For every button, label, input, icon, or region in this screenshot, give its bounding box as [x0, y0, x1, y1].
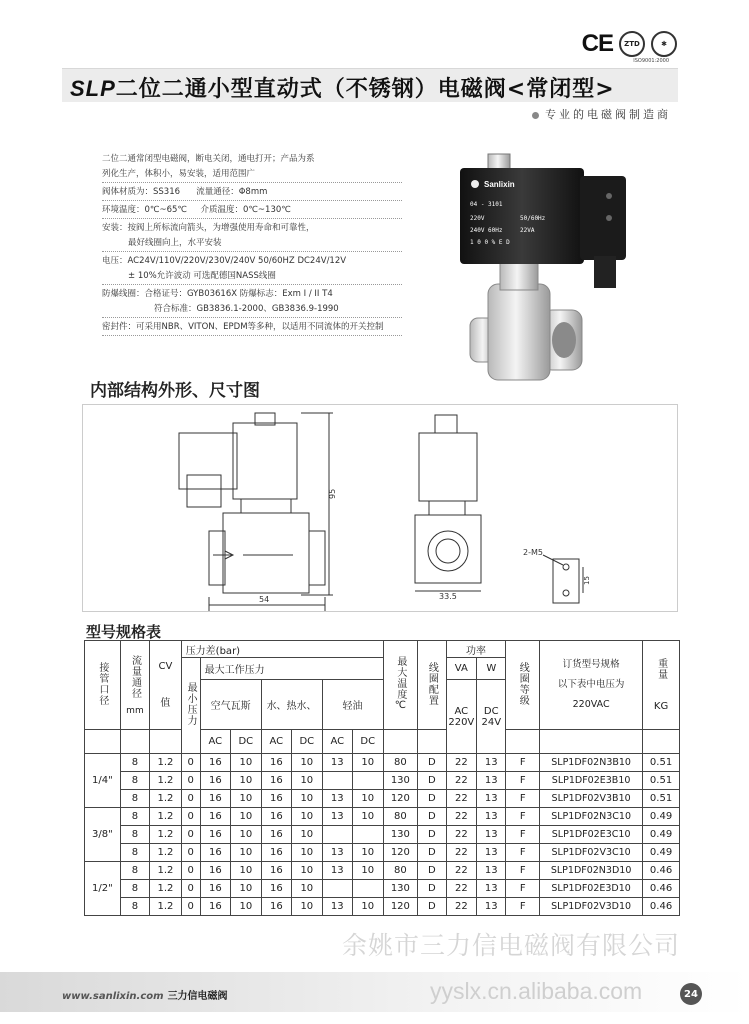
- th-blank-8: [643, 730, 680, 754]
- table-cell: F: [506, 880, 540, 898]
- table-cell: 16: [200, 844, 230, 862]
- table-cell: D: [418, 826, 446, 844]
- table-cell: 10: [231, 898, 261, 916]
- table-cell: 1.2: [150, 772, 182, 790]
- table-cell: SLP1DF02V3B10: [540, 790, 643, 808]
- bullet-icon: [532, 112, 539, 119]
- th-cv-text: CV: [158, 661, 173, 672]
- install-line-2: 最好线圈向上，水平安装: [102, 236, 402, 252]
- ambient-temp: 环境温度：0℃~65℃: [102, 205, 187, 215]
- table-cell: 0: [181, 898, 200, 916]
- voltage-line-1: 电压：AC24V/110V/220V/230V/240V 50/60HZ DC24V/12V: [102, 256, 347, 266]
- table-cell: 13: [477, 790, 506, 808]
- table-cell: 80: [383, 862, 418, 880]
- table-cell: 13: [322, 754, 352, 772]
- table-cell: 16: [200, 898, 230, 916]
- table-cell: 16: [200, 754, 230, 772]
- table-cell: 8: [120, 826, 149, 844]
- alibaba-watermark: yyslx.cn.alibaba.com: [430, 978, 643, 1004]
- th-order: [540, 641, 643, 730]
- table-cell: 13: [477, 880, 506, 898]
- spec-table-body: [85, 754, 680, 916]
- table-cell: SLP1DF02N3C10: [540, 808, 643, 826]
- table-row: [85, 772, 680, 790]
- title-prefix: SLP: [70, 76, 116, 101]
- th-temp: 最大温度℃: [383, 641, 418, 730]
- th-port: 接管口径: [85, 641, 121, 730]
- table-cell: 13: [322, 844, 352, 862]
- table-cell: 16: [200, 808, 230, 826]
- table-cell: 0.49: [643, 826, 680, 844]
- dim-15: 15: [583, 576, 591, 585]
- th-oil: 轻油: [322, 680, 383, 730]
- table-cell: 0.46: [643, 862, 680, 880]
- table-cell: 0.49: [643, 808, 680, 826]
- table-cell: 16: [261, 754, 291, 772]
- spec-table: [84, 640, 680, 916]
- table-cell: 13: [477, 772, 506, 790]
- table-cell: 16: [261, 826, 291, 844]
- table-row: [85, 898, 680, 916]
- th-max-work: 最大工作压力: [200, 658, 383, 680]
- table-cell: 10: [353, 862, 383, 880]
- table-row: [85, 880, 680, 898]
- footer-url-text: www.sanlixin.com: [62, 991, 164, 1002]
- coil-brand: Sanlixin: [484, 180, 515, 189]
- table-cell: 120: [383, 790, 418, 808]
- coil-line1a: 220V: [470, 215, 485, 222]
- coil-line2a: 240V 60Hz: [470, 227, 503, 234]
- table-cell: SLP1DF02N3D10: [540, 862, 643, 880]
- table-cell: 10: [231, 844, 261, 862]
- table-cell: [353, 826, 383, 844]
- spec-table-title: 型号规格表: [86, 623, 162, 641]
- iso-label: ISO9001:2000: [633, 58, 669, 64]
- table-cell: 16: [261, 880, 291, 898]
- table-cell: 0: [181, 880, 200, 898]
- table-cell: F: [506, 826, 540, 844]
- table-cell: 1.2: [150, 808, 182, 826]
- table-cell: 10: [353, 898, 383, 916]
- material-row: [102, 185, 402, 201]
- table-cell: 16: [200, 862, 230, 880]
- table-cell: 1.2: [150, 790, 182, 808]
- table-cell: 22: [446, 826, 476, 844]
- th-ac-water: AC: [261, 730, 291, 754]
- th-water: 水、热水、: [261, 680, 322, 730]
- intro-line-2: 列化生产，体积小，易安装，适用范围广: [102, 167, 402, 183]
- table-cell: 13: [477, 826, 506, 844]
- th-dc-water: DC: [292, 730, 322, 754]
- table-cell: [322, 772, 352, 790]
- th-blank-6: [506, 730, 540, 754]
- table-cell: 13: [477, 844, 506, 862]
- table-cell: 130: [383, 826, 418, 844]
- table-cell: 10: [292, 862, 322, 880]
- table-cell: 10: [292, 844, 322, 862]
- table-cell: 8: [120, 844, 149, 862]
- table-cell: D: [418, 808, 446, 826]
- port-size-cell: 3/8": [85, 808, 121, 862]
- table-cell: 8: [120, 808, 149, 826]
- th-blank-3: [150, 730, 182, 754]
- dimension-drawing-frame: [82, 404, 678, 612]
- table-cell: 16: [200, 880, 230, 898]
- table-row: [85, 790, 680, 808]
- table-row: [85, 754, 680, 772]
- table-cell: 0: [181, 862, 200, 880]
- table-cell: 22: [446, 898, 476, 916]
- coil-line3: 1 0 0 % E D: [470, 239, 510, 246]
- table-cell: D: [418, 754, 446, 772]
- table-row: [85, 844, 680, 862]
- table-cell: 13: [477, 808, 506, 826]
- table-cell: 10: [292, 790, 322, 808]
- th-mm: mm: [126, 705, 144, 716]
- dim-holes: 2-M5: [523, 548, 543, 557]
- th-blank-5: [418, 730, 446, 754]
- table-cell: 22: [446, 880, 476, 898]
- th-order-3: 220VAC: [572, 699, 610, 710]
- intro-line-1: 二位二通常闭型电磁阀，断电关闭，通电打开；产品为系: [102, 154, 315, 164]
- th-w: W: [477, 658, 506, 680]
- th-order-2: 以下表中电压为: [557, 679, 625, 690]
- material-label: 阀体材质为：SS316: [102, 187, 181, 197]
- subtitle: [532, 106, 671, 122]
- solenoid-valve-photo: [430, 148, 650, 388]
- port-size-cell: 1/4": [85, 754, 121, 808]
- table-cell: 1.2: [150, 862, 182, 880]
- table-cell: 0.51: [643, 790, 680, 808]
- table-cell: 130: [383, 772, 418, 790]
- table-cell: 10: [231, 880, 261, 898]
- th-pressure: 压力差(bar): [181, 641, 383, 658]
- seal-line: 密封件：可采用NBR、VITON、EPDM等多种，以适用不同流体的开关控制: [102, 320, 402, 336]
- install-line-1: 安装：按阀上所标流向箭头，为增强使用寿命和可靠性，: [102, 223, 315, 233]
- table-cell: 1.2: [150, 898, 182, 916]
- th-va: VA: [446, 658, 476, 680]
- table-cell: 13: [477, 754, 506, 772]
- table-cell: 22: [446, 844, 476, 862]
- th-order-1: 订货型号规格: [562, 659, 620, 670]
- th-class: 线圈等级: [506, 641, 540, 730]
- subtitle-text: 专业的电磁阀制造商: [545, 108, 671, 121]
- medium-temp: 介质温度：0℃~130℃: [200, 205, 291, 215]
- table-row: [85, 808, 680, 826]
- table-cell: 10: [292, 772, 322, 790]
- table-cell: 10: [292, 754, 322, 772]
- table-cell: SLP1DF02E3D10: [540, 880, 643, 898]
- table-cell: 120: [383, 844, 418, 862]
- table-cell: SLP1DF02V3D10: [540, 898, 643, 916]
- table-cell: 10: [353, 754, 383, 772]
- th-ac-oil: AC: [322, 730, 352, 754]
- table-cell: 16: [261, 844, 291, 862]
- th-coil: 线圈配置: [418, 641, 446, 730]
- table-cell: D: [418, 898, 446, 916]
- table-cell: 0.46: [643, 898, 680, 916]
- table-cell: 80: [383, 808, 418, 826]
- table-cell: 16: [200, 772, 230, 790]
- table-cell: 8: [120, 880, 149, 898]
- table-cell: D: [418, 772, 446, 790]
- table-cell: D: [418, 880, 446, 898]
- footer-url: [62, 987, 228, 1002]
- table-cell: 8: [120, 862, 149, 880]
- table-cell: 8: [120, 898, 149, 916]
- th-cv-value: 值: [160, 698, 171, 709]
- th-ac220: AC 220V: [446, 680, 476, 754]
- table-cell: 0.51: [643, 772, 680, 790]
- th-blank-2: [120, 730, 149, 754]
- table-row: [85, 826, 680, 844]
- table-cell: F: [506, 754, 540, 772]
- table-cell: 10: [292, 880, 322, 898]
- table-cell: SLP1DF02N3B10: [540, 754, 643, 772]
- table-cell: F: [506, 808, 540, 826]
- th-min: 最小压力: [181, 658, 200, 754]
- explosion-line-2: 符合标准：GB3836.1-2000、GB3836.9-1990: [102, 302, 402, 318]
- table-cell: D: [418, 790, 446, 808]
- table-cell: 22: [446, 772, 476, 790]
- table-cell: 80: [383, 754, 418, 772]
- table-row: [85, 862, 680, 880]
- coil-line2b: 22VA: [520, 227, 535, 234]
- table-cell: 10: [231, 826, 261, 844]
- table-cell: 0: [181, 772, 200, 790]
- table-cell: 10: [231, 862, 261, 880]
- dimension-drawing: [83, 405, 677, 611]
- th-air: 空气瓦斯: [200, 680, 261, 730]
- table-cell: 10: [292, 826, 322, 844]
- table-cell: 10: [353, 808, 383, 826]
- gear-seal-icon: ✱: [651, 31, 677, 57]
- th-kg: KG: [653, 701, 669, 712]
- th-cv: [150, 641, 182, 730]
- th-blank-1: [85, 730, 121, 754]
- table-cell: [322, 880, 352, 898]
- table-cell: 16: [261, 790, 291, 808]
- company-watermark: 余姚市三力信电磁阀有限公司: [342, 931, 681, 960]
- table-cell: 10: [292, 898, 322, 916]
- table-cell: 16: [261, 772, 291, 790]
- table-cell: 8: [120, 790, 149, 808]
- table-cell: 10: [353, 790, 383, 808]
- table-cell: 0.49: [643, 844, 680, 862]
- table-cell: 10: [292, 808, 322, 826]
- table-cell: 10: [353, 844, 383, 862]
- table-cell: 16: [261, 862, 291, 880]
- ztd-seal-icon: ZTD: [619, 31, 645, 57]
- coil-model: 04 - 3101: [470, 201, 503, 208]
- table-cell: 0: [181, 844, 200, 862]
- th-dc-air: DC: [231, 730, 261, 754]
- table-cell: [353, 880, 383, 898]
- coil-line1b: 50/60Hz: [520, 215, 546, 222]
- certification-marks: [582, 30, 677, 58]
- th-dc-oil: DC: [353, 730, 383, 754]
- dim-height: 95: [328, 488, 337, 499]
- th-dc24: DC 24V: [477, 680, 506, 754]
- table-cell: 1.2: [150, 754, 182, 772]
- table-cell: 1.2: [150, 844, 182, 862]
- table-cell: 8: [120, 754, 149, 772]
- th-weight: 重量 KG: [643, 641, 680, 730]
- dim-side: 33.5: [439, 592, 457, 601]
- table-cell: 10: [231, 808, 261, 826]
- th-power: 功率: [446, 641, 506, 658]
- table-cell: 22: [446, 790, 476, 808]
- table-cell: 8: [120, 772, 149, 790]
- th-blank-4: [383, 730, 418, 754]
- table-cell: 22: [446, 808, 476, 826]
- product-description: [102, 152, 402, 338]
- th-flow: 流量通径 mm: [120, 641, 149, 730]
- voltage-line-2: ± 10%允许波动 可选配德国NASS线圈: [102, 269, 402, 285]
- table-cell: 120: [383, 898, 418, 916]
- table-cell: 22: [446, 862, 476, 880]
- table-cell: 1.2: [150, 826, 182, 844]
- table-cell: 16: [261, 898, 291, 916]
- explosion-line-1: 防爆线圈：合格证号：GYB03616X 防爆标志：Exm I / II T4: [102, 289, 333, 299]
- table-cell: F: [506, 862, 540, 880]
- page-number: 24: [680, 983, 702, 1005]
- table-cell: 16: [261, 808, 291, 826]
- table-cell: 13: [322, 808, 352, 826]
- title-text: 二位二通小型直动式（不锈钢）电磁阀<常闭型>: [115, 77, 615, 102]
- table-cell: 13: [477, 898, 506, 916]
- table-cell: 0: [181, 826, 200, 844]
- table-cell: SLP1DF02V3C10: [540, 844, 643, 862]
- footer-brand: 三力信电磁阀: [167, 991, 228, 1002]
- table-cell: SLP1DF02E3C10: [540, 826, 643, 844]
- table-cell: D: [418, 862, 446, 880]
- table-cell: 22: [446, 754, 476, 772]
- table-cell: 1.2: [150, 880, 182, 898]
- temperature-row: [102, 203, 402, 219]
- table-cell: 0.51: [643, 754, 680, 772]
- dim-width: 54: [259, 595, 270, 604]
- port-size-cell: 1/2": [85, 862, 121, 916]
- table-cell: D: [418, 844, 446, 862]
- table-cell: F: [506, 772, 540, 790]
- table-cell: [353, 772, 383, 790]
- table-cell: 13: [477, 862, 506, 880]
- table-cell: [322, 826, 352, 844]
- th-blank-7: [540, 730, 643, 754]
- table-cell: 10: [231, 790, 261, 808]
- table-cell: 0: [181, 808, 200, 826]
- table-cell: F: [506, 844, 540, 862]
- ce-mark: CE: [581, 30, 613, 57]
- table-cell: 10: [231, 772, 261, 790]
- th-ac-air: AC: [200, 730, 230, 754]
- table-cell: F: [506, 790, 540, 808]
- table-cell: 16: [200, 790, 230, 808]
- drawing-section-title: 内部结构外形、尺寸图: [90, 381, 260, 401]
- table-cell: 10: [231, 754, 261, 772]
- table-cell: F: [506, 898, 540, 916]
- page-title: [70, 72, 615, 103]
- table-cell: 0: [181, 754, 200, 772]
- table-cell: 0: [181, 790, 200, 808]
- table-cell: 130: [383, 880, 418, 898]
- table-cell: 13: [322, 790, 352, 808]
- table-cell: 13: [322, 898, 352, 916]
- table-cell: 0.46: [643, 880, 680, 898]
- orifice-label: 流量通径：Φ8mm: [196, 187, 268, 197]
- table-cell: 13: [322, 862, 352, 880]
- table-cell: 16: [200, 826, 230, 844]
- table-cell: SLP1DF02E3B10: [540, 772, 643, 790]
